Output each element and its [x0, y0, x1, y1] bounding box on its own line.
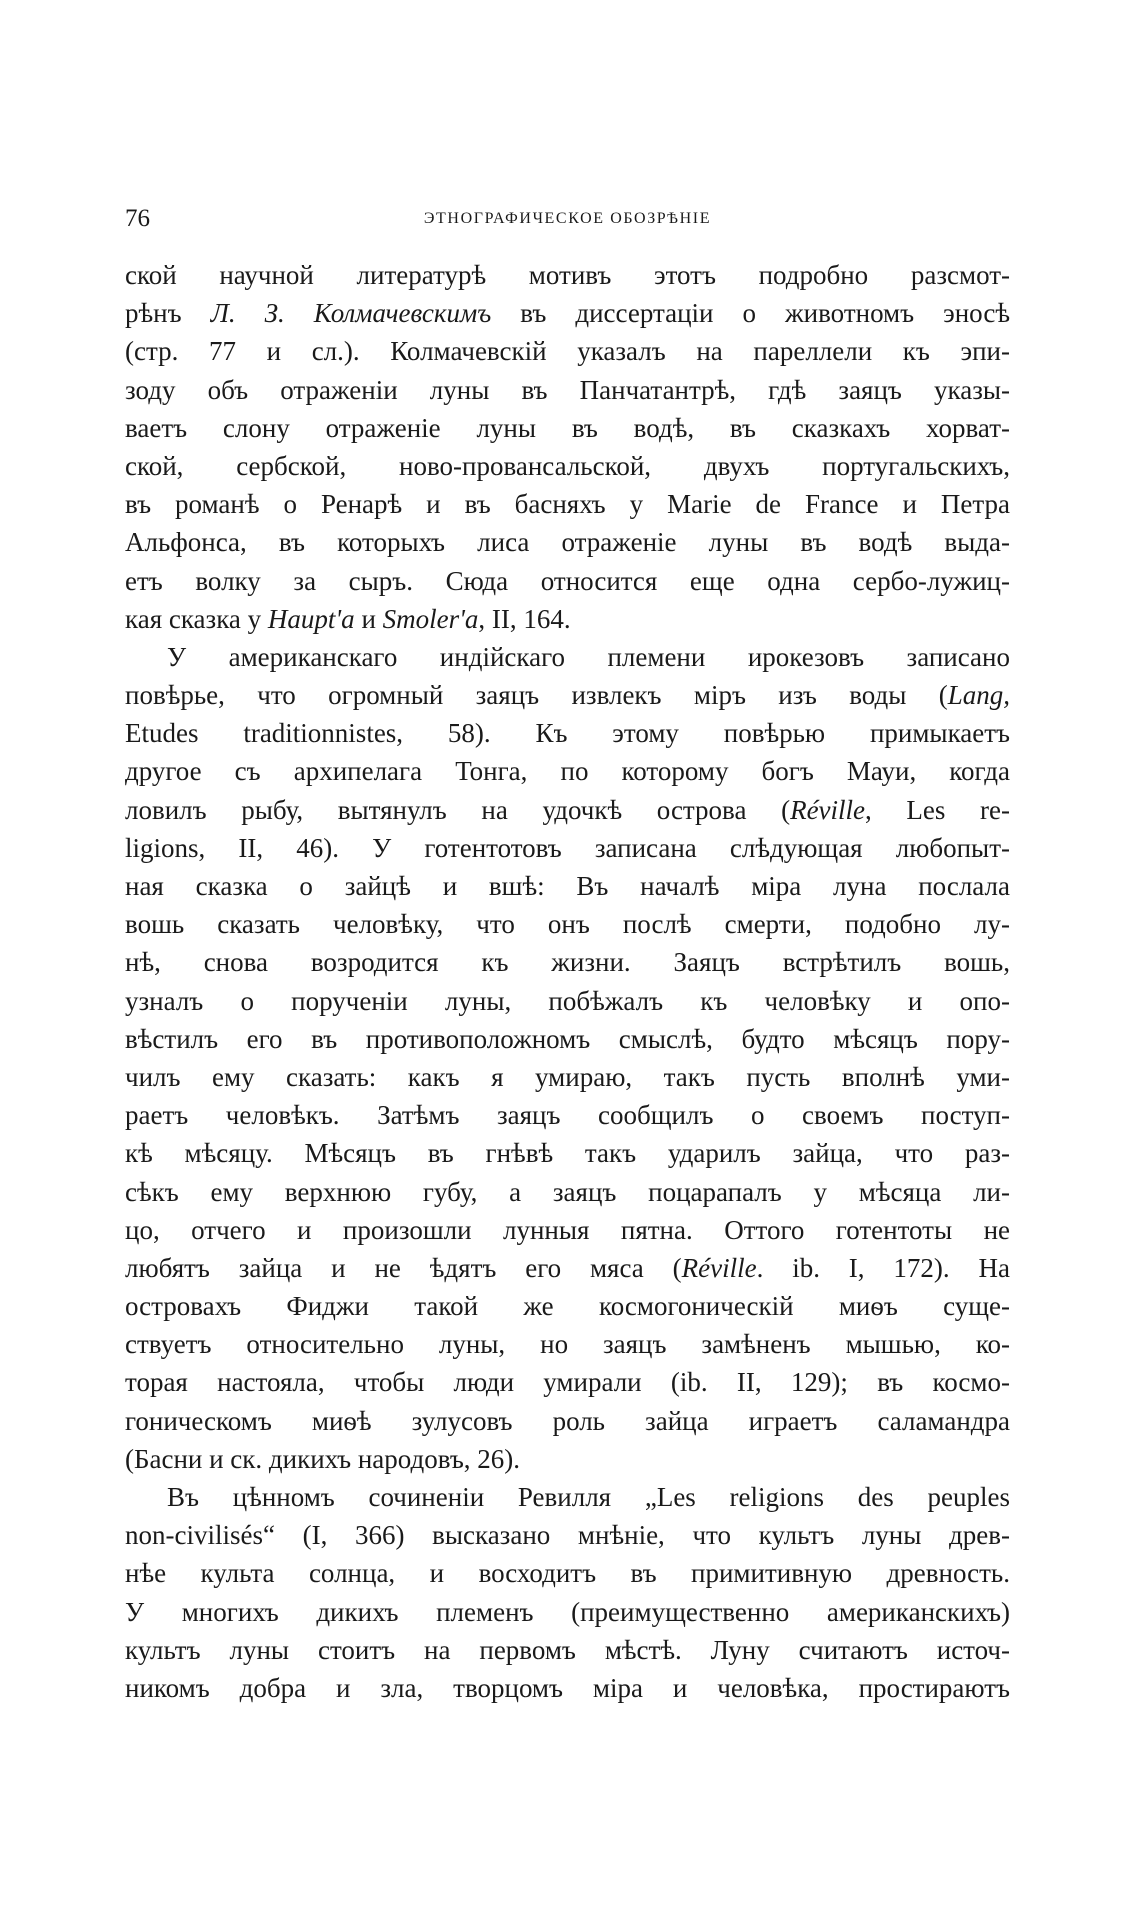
line-segment: узналъ о порученіи луны, побѣжалъ къ человѣку и опо- — [125, 985, 1010, 1016]
text-line — [125, 1478, 1010, 1516]
line-segment: У многихъ дикихъ племенъ (преимущественно американскихъ) — [125, 1596, 1010, 1627]
line-segment: нѣе культа солнца, и восходитъ въ примитивную древность. — [125, 1558, 1010, 1589]
line-segment: гоническомъ миѳѣ зулусовъ роль зайца играетъ саламандра — [125, 1405, 1010, 1436]
line-segment: цо, отчего и произошли лунныя пятна. Оттого готентоты не — [125, 1214, 1010, 1245]
text-line — [125, 638, 1010, 676]
line-segment: (Басни и ск. дикихъ народовъ, 26). — [125, 1443, 521, 1474]
line-segment: ствуетъ относительно луны, но заяцъ замѣненъ мышью, ко- — [125, 1329, 1010, 1360]
text-line — [125, 332, 1010, 370]
line-segment: вошь сказать человѣку, что онъ послѣ смерти, подобно лу- — [125, 909, 1010, 940]
text-line — [125, 1554, 1010, 1592]
text-line — [125, 943, 1010, 981]
text-line — [125, 1058, 1010, 1096]
line-segment: ской научной литературѣ мотивъ этотъ подробно разсмот- — [125, 260, 1010, 290]
line-segment: ской, сербской, ново-провансальской, двухъ португальскихъ, — [125, 450, 1010, 481]
line-segment: ная сказка о зайцѣ и вшѣ: Въ началѣ міра луна послала — [125, 871, 1010, 901]
text-line — [125, 1249, 1010, 1287]
line-segment: никомъ добра и зла, творцомъ міра и человѣка, простираютъ — [125, 1672, 1010, 1703]
journal-title: ЭТНОГРАФИЧЕСКОЕ ОБОЗРѢНІЕ — [423, 210, 712, 227]
line-segment: кая сказка у — [125, 603, 268, 634]
line-segment: У американскаго индійскаго племени ирокезовъ записано — [167, 641, 1010, 672]
text-line — [125, 409, 1010, 447]
text-line — [125, 1593, 1010, 1631]
line-segment: торая настояла, чтобы люди умирали (ib. II, 129); въ космо- — [125, 1367, 1010, 1398]
text-line — [125, 676, 1010, 714]
text-line — [125, 1631, 1010, 1669]
text-line — [125, 1363, 1010, 1401]
text-line — [125, 371, 1010, 409]
line-segment: ligions, II, 46). У готентотовъ записана слѣдующая любопыт- — [125, 832, 1010, 863]
line-segment: кѣ мѣсяцу. Мѣсяцъ въ гнѣвѣ такъ ударилъ зайца, что раз- — [125, 1138, 1010, 1169]
page-number: 76 — [125, 205, 150, 232]
line-segment: , II, 164. — [478, 603, 571, 634]
text-line — [125, 1173, 1010, 1211]
text-line — [125, 1287, 1010, 1325]
line-segment: въ романѣ о Ренарѣ и въ басняхъ у Marie de France и Петра — [125, 489, 1010, 520]
text-line — [125, 485, 1010, 523]
line-segment: раетъ человѣкъ. Затѣмъ заяцъ сообщилъ о своемъ поступ- — [125, 1100, 1010, 1131]
text-line — [125, 1211, 1010, 1249]
line-segment: рѣнъ — [125, 298, 211, 329]
italic-citation: Réville — [681, 1252, 757, 1283]
line-segment: Въ цѣнномъ сочиненіи Ревилля „Les religions des peuples — [167, 1482, 1010, 1512]
line-segment: вѣстилъ его въ противоположномъ смыслѣ, будто мѣсяцъ пору- — [125, 1023, 1010, 1054]
text-line — [125, 600, 1010, 638]
italic-citation: Smoler'a — [382, 603, 479, 634]
text-line — [125, 982, 1010, 1020]
text-line — [125, 447, 1010, 485]
text-line — [125, 256, 1010, 294]
body-text — [125, 256, 1010, 1707]
line-segment: другое съ архипелага Тонга, по которому богъ Мауи, когда — [125, 756, 1010, 787]
line-segment: чилъ ему сказать: какъ я умираю, такъ пусть вполнѣ уми- — [125, 1061, 1010, 1092]
text-line — [125, 905, 1010, 943]
text-line — [125, 829, 1010, 867]
line-segment: любятъ зайца и не ѣдятъ его мяса ( — [125, 1252, 682, 1283]
line-segment: Etudes traditionnistes, 58). Къ этому повѣрью примыкаетъ — [125, 718, 1010, 749]
running-head — [125, 204, 1010, 234]
text-line — [125, 523, 1010, 561]
text-line — [125, 1020, 1010, 1058]
text-line — [125, 714, 1010, 752]
line-segment: , Les re- — [865, 794, 1011, 825]
italic-citation: Haupt'a — [267, 603, 355, 634]
text-line — [125, 1134, 1010, 1172]
line-segment: островахъ Фиджи такой же космогоническій миѳъ суще- — [125, 1291, 1010, 1322]
text-line — [125, 752, 1010, 790]
line-segment: . ib. I, 172). На — [756, 1252, 1011, 1283]
line-segment: (стр. 77 и сл.). Колмачевскій указалъ на пареллели къ эпи- — [125, 336, 1010, 367]
line-segment: и — [354, 603, 383, 634]
text-line — [125, 1402, 1010, 1440]
line-segment: non-civilisés“ (I, 366) высказано мнѣніе, что культъ луны древ- — [125, 1520, 1010, 1551]
line-segment: ваетъ слону отраженіе луны въ водѣ, въ сказкахъ хорват- — [125, 412, 1010, 443]
text-line — [125, 1440, 1010, 1478]
line-segment: зоду объ отраженіи луны въ Панчатантрѣ, гдѣ заяцъ указы- — [125, 374, 1010, 405]
text-line — [125, 791, 1010, 829]
italic-citation: Réville — [790, 794, 866, 825]
line-segment: ловилъ рыбу, вытянулъ на удочкѣ острова ( — [125, 794, 791, 825]
line-segment: етъ волку за сыръ. Сюда относится еще одна сербо-лужиц- — [125, 565, 1010, 596]
text-line — [125, 1516, 1010, 1554]
text-line — [125, 1325, 1010, 1363]
italic-citation: Л. З. Колмачевскимъ — [210, 298, 492, 329]
text-line — [125, 1096, 1010, 1134]
text-line — [125, 562, 1010, 600]
line-segment: нѣ, снова возродится къ жизни. Заяцъ встрѣтилъ вошь, — [125, 947, 1010, 978]
text-line — [125, 867, 1010, 905]
text-line — [125, 294, 1010, 332]
line-segment: культъ луны стоитъ на первомъ мѣстѣ. Луну считаютъ источ- — [125, 1634, 1010, 1665]
italic-citation: Lang, — [947, 680, 1010, 711]
line-segment: Альфонса, въ которыхъ лиса отраженіе луны въ водѣ выда- — [125, 527, 1010, 558]
line-segment: въ диссертаціи о животномъ эносѣ — [491, 298, 1010, 329]
line-segment: повѣрье, что огромный заяцъ извлекъ міръ изъ воды ( — [125, 680, 948, 711]
text-line — [125, 1669, 1010, 1707]
line-segment: сѣкъ ему верхнюю губу, а заяцъ поцарапалъ у мѣсяца ли- — [125, 1176, 1010, 1207]
